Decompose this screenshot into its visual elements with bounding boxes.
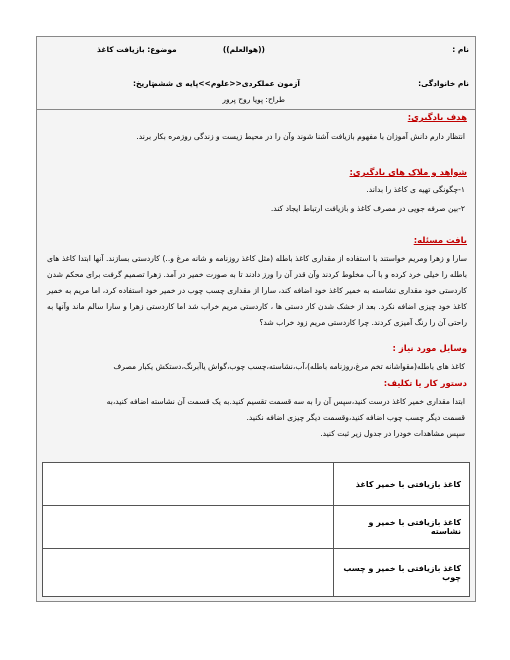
exam-title: آزمون عملکردی<<علوم>>پایه ی ششم — [152, 79, 300, 88]
materials-title-text: وسایل مورد نیاز : — [392, 344, 467, 354]
table-row — [43, 463, 469, 506]
designer-text: طراح: پویا روح پرور — [222, 95, 285, 104]
table-row — [43, 549, 469, 596]
date-label: تاریخ: — [133, 79, 155, 88]
evidence-item-1: ۱-چگونگی تهیه ی کاغذ را بداند. — [366, 185, 465, 194]
instruction-line-2: قسمت دیگر چسب چوب اضافه کنید،وقسمت دیگر چیزی اضافه نکنید. — [246, 413, 465, 422]
observation-cell-2[interactable] — [43, 506, 333, 548]
evidence-item-2: ۲-بین صرفه جویی در مصرف کاغذ و بازیافت ارتباط ایجاد کند. — [270, 204, 465, 213]
context-title-text: بافت مسئله: — [413, 236, 467, 246]
name-label: نام : — [452, 45, 469, 54]
table-row — [43, 506, 469, 549]
materials-text: کاغذ های باطله(مقواشانه تخم مرغ،روزنامه باطله)،آب،نشاسته،چسب چوب،گواش یاآبرنگ،دستکش یکبار مصرف — [113, 362, 465, 371]
context-text: سارا و زهرا ومریم خواستند با استفاده از مقداری کاغذ باطله (مثل کاغذ روزنامه و شانه مرغ و..) کاردستی بسازند. آنها ابتدا کاغذ های باطله را خیلی خرد کرده و با آب مخلوط کردند وآن قدر آن را ورز دادند تا به صورت خمیر در آمد. زهرا تصمیم گرفت برای محکم شدن کاردستی خود مقداری نشاسته به خمیر کاغذ خود اضافه کند، سارا از مقداری چسب چوب در خمیر خود استفاده کرد، اما مریم به خمیر کاغذ خود چیزی اضافه نکرد. بعد از خشک شدن کار دستی ها ، کاردستی مریم خراب شد اما کاردستی زهرا و سارا سالم ماند وآنها به راحتی آن را رنگ آمیزی کردند. چرا کاردستی مریم زود خراب شد؟ — [47, 254, 467, 327]
family-name-label: نام خانوادگی: — [418, 79, 469, 88]
bismillah-text: ((هوالعلم)) — [222, 45, 265, 54]
worksheet-page — [36, 36, 476, 602]
evidence-title-text: شواهد و ملاک های یادگیری: — [349, 168, 467, 178]
goal-title-text: هدف یادگیری: — [407, 113, 467, 123]
context-title — [414, 236, 467, 246]
row-label-3: کاغذ بازیافتی با خمیر و چسب چوب — [333, 549, 469, 596]
evidence-title — [350, 168, 467, 178]
row-label-2: کاغذ بازیافتی با خمیر و نشاسته — [333, 506, 469, 548]
instructions-title-text: دستور کار یا تکلیف: — [383, 379, 467, 389]
subject-text: موضوع: بازیافت کاغذ — [97, 45, 177, 54]
observation-table — [42, 462, 470, 597]
goal-text: انتظار دارم دانش آموزان با مفهوم بازیافت آشنا شوند وآن را در محیط زیست و زندگی روزمره بکار برند. — [136, 132, 465, 141]
observation-cell-1[interactable] — [43, 463, 333, 505]
worksheet-header — [37, 37, 475, 110]
goal-title — [408, 113, 467, 123]
instruction-line-1: ابتدا مقداری خمیر کاغذ درست کنید،سپس آن را به سه قسمت تقسیم کنید.به یک قسمت آن نشاسته اضافه کنید،به — [106, 397, 465, 406]
row-label-1: کاغذ بازیافتی با خمیر کاغذ — [333, 463, 469, 505]
instruction-line-3: سپس مشاهدات خودرا در جدول زیر ثبت کنید. — [320, 429, 465, 438]
observation-cell-3[interactable] — [43, 549, 333, 596]
instructions-title — [384, 379, 467, 389]
materials-title — [393, 344, 467, 354]
